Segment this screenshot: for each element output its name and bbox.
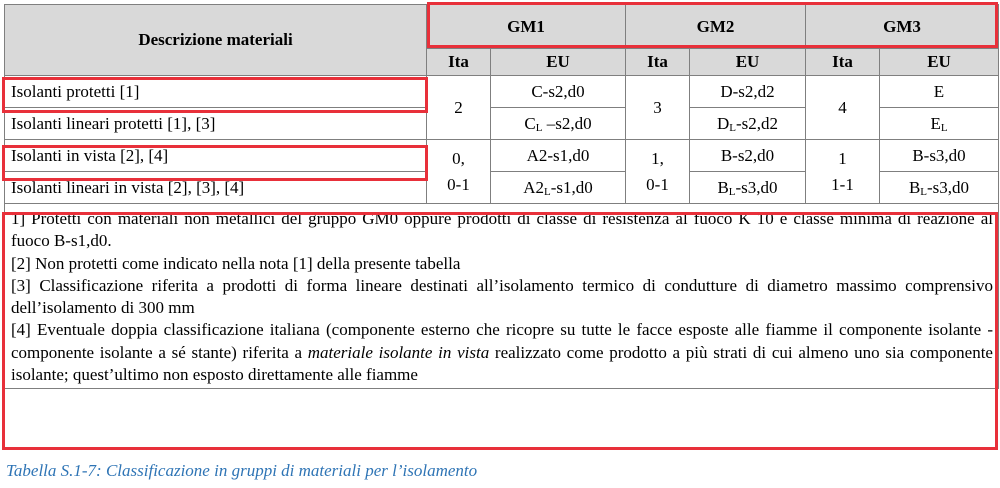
header-gm1-eu: EU <box>491 49 626 76</box>
materials-table <box>4 4 999 389</box>
table-caption: Tabella S.1-7: Classificazione in gruppi di materiali per l’isolamento <box>6 461 478 480</box>
notes-block <box>5 204 999 389</box>
gm1-eu-cell: $C_L$ –s2,d0 <box>491 108 626 140</box>
gm1-eu-cell: $A2_L-s1,d0$ <box>491 172 626 204</box>
row-label: Isolanti lineari protetti [1], [3] <box>5 108 427 140</box>
header-gm2-ita: Ita <box>626 49 690 76</box>
header-gm1: GM1 <box>427 5 626 49</box>
header-gm2-eu: EU <box>690 49 806 76</box>
table-row <box>5 140 999 172</box>
header-gm3: GM3 <box>806 5 999 49</box>
gm3-ita-cell: 1 1-1 <box>806 140 880 204</box>
header-gm1-ita: Ita <box>427 49 491 76</box>
header-gm3-eu: EU <box>880 49 999 76</box>
table-row <box>5 76 999 108</box>
row-label: Isolanti protetti [1] <box>5 76 427 108</box>
row-label: Isolanti lineari in vista [2], [3], [4] <box>5 172 427 204</box>
row-label: Isolanti in vista [2], [4] <box>5 140 427 172</box>
gm3-eu-cell: $B_L-s3,d0$ <box>880 172 999 204</box>
gm2-eu-cell: $D_L-s2,d2$ <box>690 108 806 140</box>
gm2-ita-cell: 1, 0-1 <box>626 140 690 204</box>
gm3-ita-cell: 4 <box>806 76 880 140</box>
header-gm2: GM2 <box>626 5 806 49</box>
gm3-eu-cell: $E_L$ <box>880 108 999 140</box>
gm1-eu-cell: A2-s1,d0 <box>491 140 626 172</box>
gm1-ita-cell: 0, 0-1 <box>427 140 491 204</box>
gm2-eu-cell: B-s2,d0 <box>690 140 806 172</box>
gm3-eu-cell: B-s3,d0 <box>880 140 999 172</box>
gm1-eu-cell: C-s2,d0 <box>491 76 626 108</box>
gm2-eu-cell: D-s2,d2 <box>690 76 806 108</box>
gm2-ita-cell: 3 <box>626 76 690 140</box>
header-gm3-ita: Ita <box>806 49 880 76</box>
note-4: [4] Eventuale doppia classificazione italiana (componente esterno che ricopre su tutte le facce esposte alle fiamme il componente isolante - componente isolante a sé stante) riferita a materiale isolante in vista realizzato come prodotto a più strati di cui almeno uno sia componente isolante; quest’ultimo non esposto direttamente alle fiamme <box>11 320 993 385</box>
gm3-eu-cell: E <box>880 76 999 108</box>
gm1-ita-cell: 2 <box>427 76 491 140</box>
note-3: [3] Classificazione riferita a prodotti di forma lineare destinati all’isolamento termico di condutture di diametro massimo comprensivo dell’isolamento di 300 mm <box>11 275 993 318</box>
header-description: Descrizione materiali <box>5 5 427 76</box>
note-1: 1] Protetti con materiali non metallici del gruppo GM0 oppure prodotti di classe di resistenza al fuoco K 10 e classe minima di reazione al fuoco B-s1,d0. <box>11 209 993 251</box>
gm2-eu-cell: $B_L-s3,d0$ <box>690 172 806 204</box>
notes-row <box>5 204 999 389</box>
note-2: [2] Non protetti come indicato nella nota [1] della presente tabella <box>11 253 461 273</box>
